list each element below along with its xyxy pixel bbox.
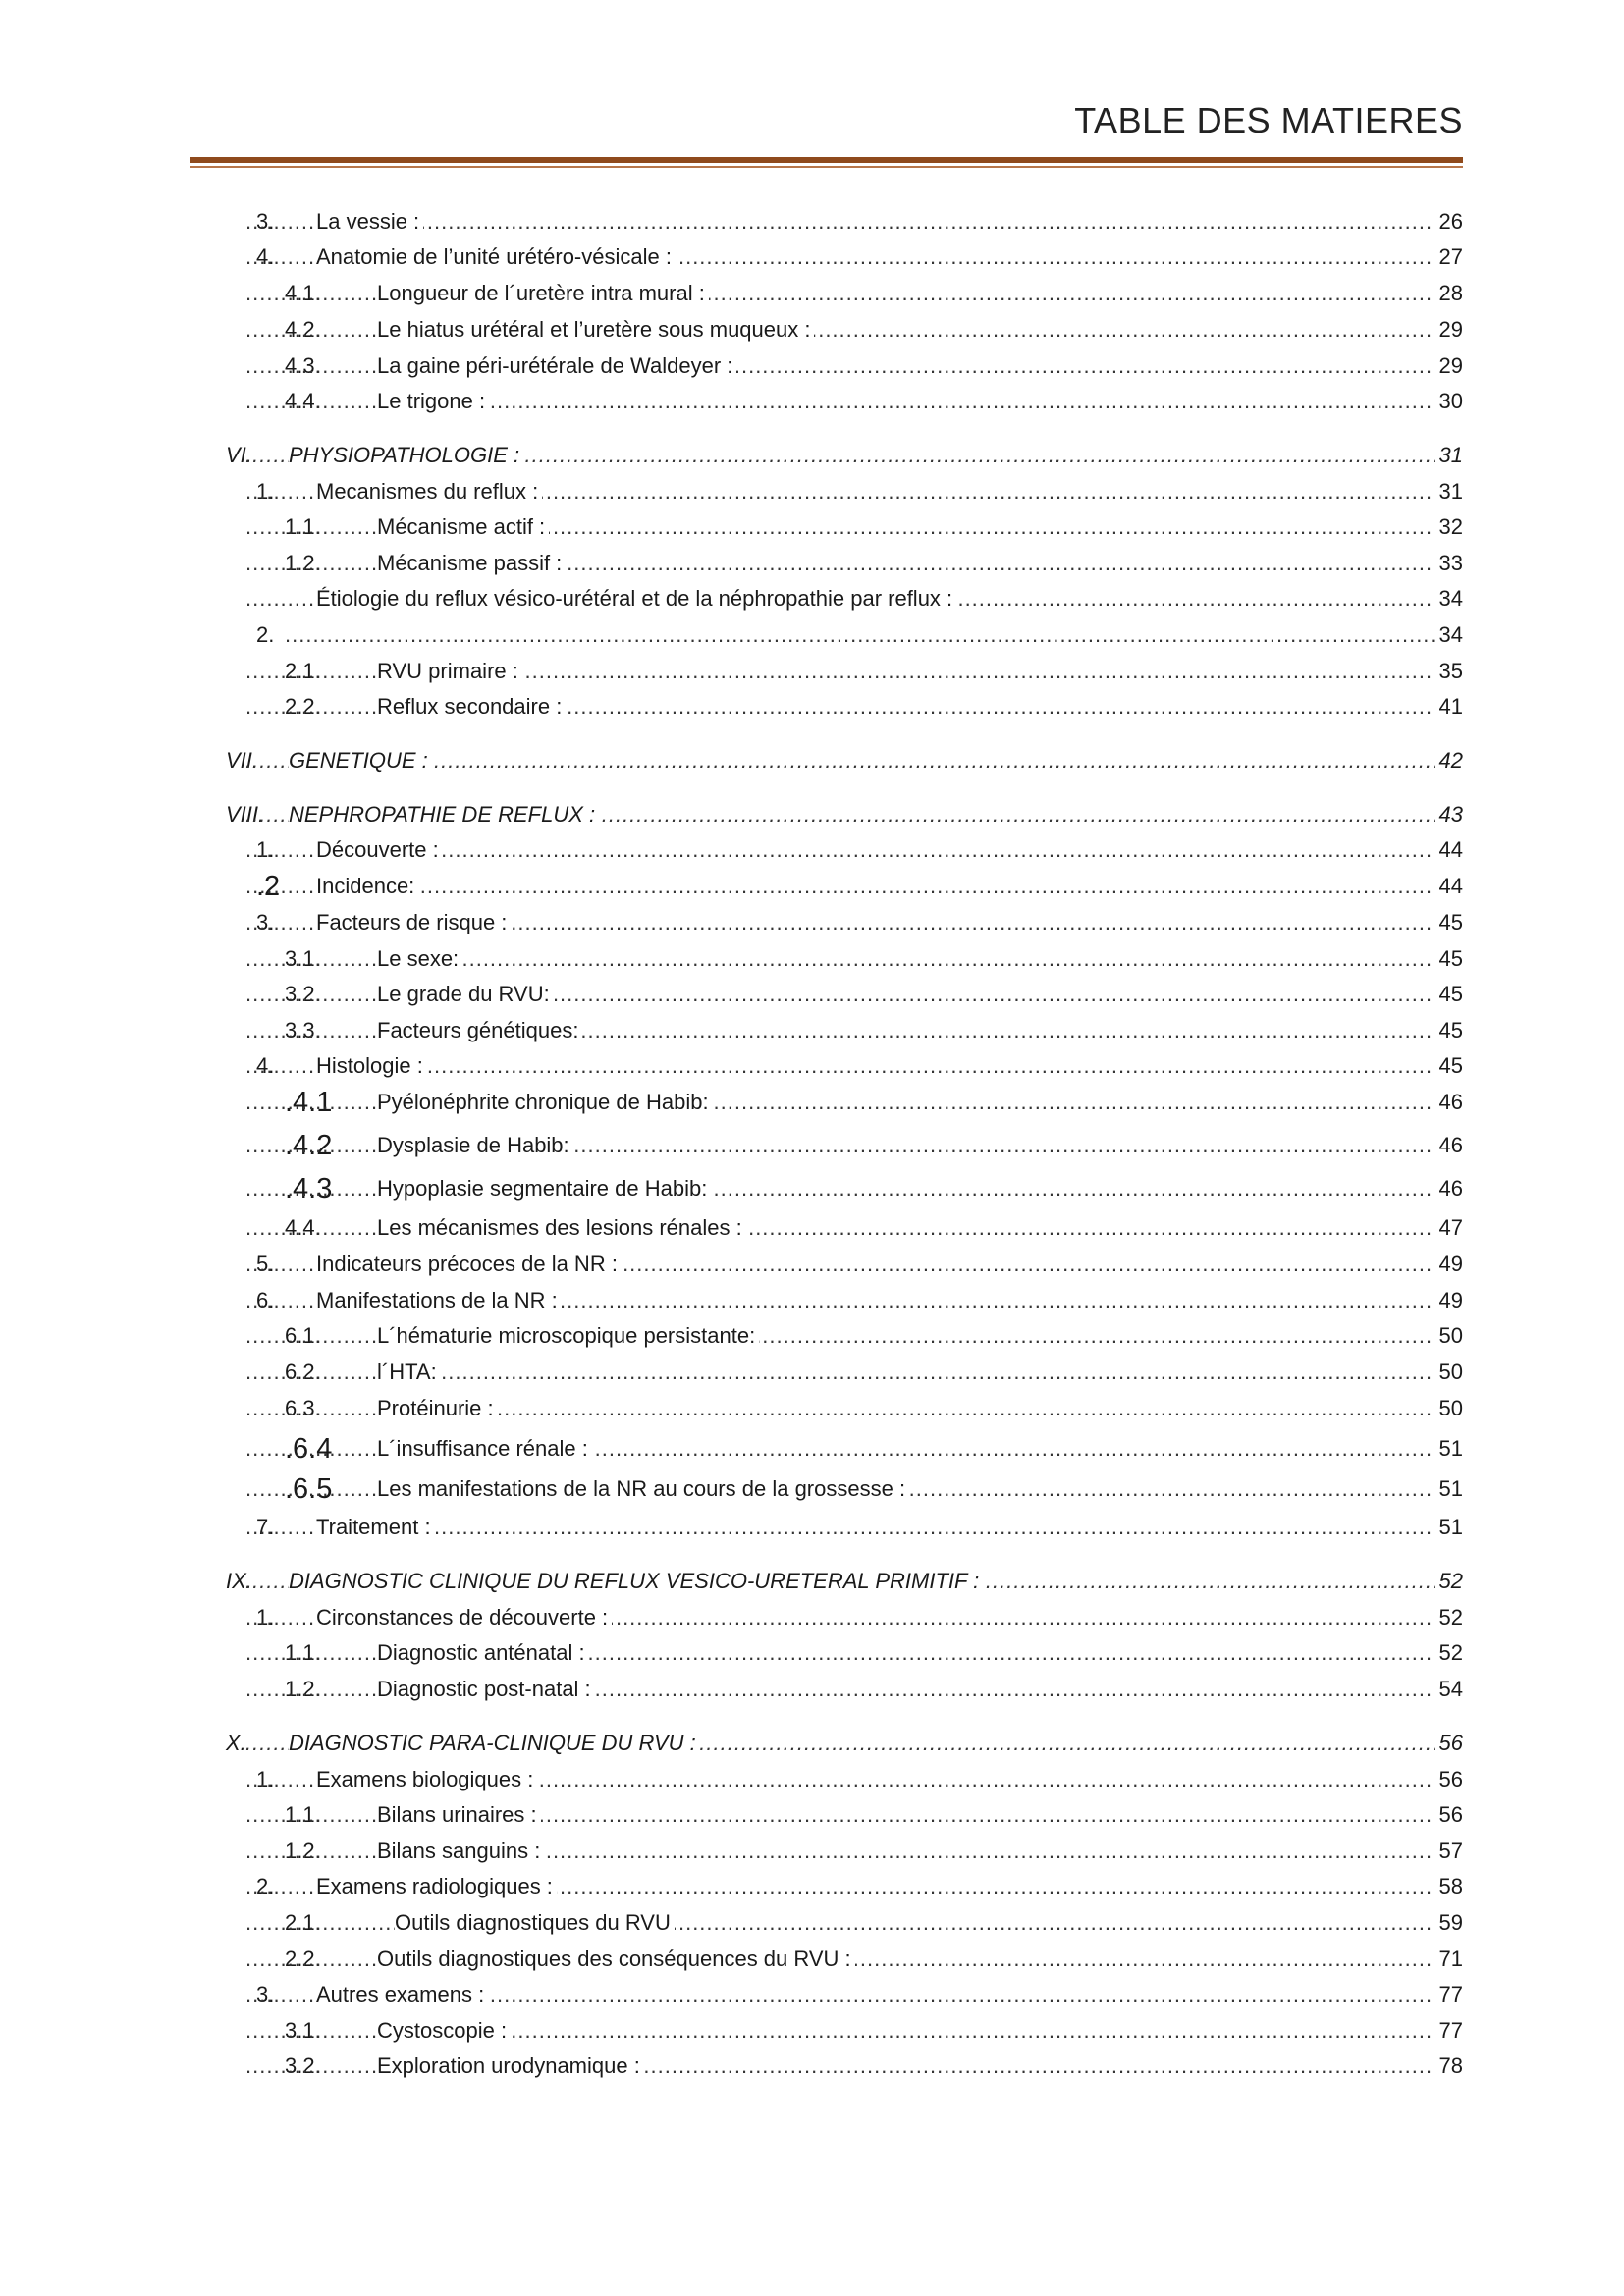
toc-entry-number: 3.: [256, 1982, 275, 2006]
toc-entry[interactable]: [0, 691, 1624, 722]
dot-leader: [245, 206, 1457, 238]
toc-page-number: 26: [1435, 206, 1463, 238]
toc-entry-title: Protéinurie :: [377, 1393, 498, 1424]
toc-entry-number: 2.: [256, 1874, 275, 1898]
toc-page-number: 77: [1435, 1979, 1463, 2010]
toc-entry[interactable]: [0, 1944, 1624, 1975]
toc-entry[interactable]: [0, 583, 1624, 614]
toc-entry-title: DIAGNOSTIC PARA-CLINIQUE DU RVU :: [289, 1728, 700, 1759]
toc-entry-title: Bilans sanguins :: [377, 1836, 544, 1867]
toc-page-number: 42: [1435, 745, 1463, 776]
toc-entry-title: Manifestations de la NR :: [316, 1285, 562, 1316]
toc-entry-title: NEPHROPATHIE DE REFLUX :: [289, 799, 599, 830]
toc-entry[interactable]: [0, 1764, 1624, 1795]
dot-leader: [285, 619, 1457, 651]
toc-entry-number: 3.2.: [285, 982, 321, 1006]
toc-entry-number: 4.: [256, 1053, 275, 1078]
toc-page-number: 47: [1435, 1212, 1463, 1244]
toc-page-number: 56: [1435, 1799, 1463, 1831]
toc-page-number: 31: [1435, 476, 1463, 507]
toc-entry[interactable]: [0, 2015, 1624, 2047]
toc-page-number: 45: [1435, 907, 1463, 938]
toc-entry[interactable]: [0, 1473, 1624, 1505]
toc-entry-number: 3.1.: [285, 2018, 321, 2043]
toc-entry-title: Facteurs génétiques:: [377, 1015, 582, 1046]
toc-entry-title: Découverte :: [316, 834, 443, 866]
toc-entry[interactable]: [0, 2051, 1624, 2082]
toc-entry-number: 3.1.: [285, 946, 321, 971]
toc-entry-title: L´hématurie microscopique persistante:: [377, 1320, 759, 1352]
toc-entry-number: .4.1: [285, 1087, 333, 1118]
toc-page-number: 52: [1435, 1602, 1463, 1633]
toc-entry-title: Pyélonéphrite chronique de Habib:: [377, 1087, 713, 1118]
toc-entry[interactable]: [0, 1799, 1624, 1831]
toc-page-number: 44: [1435, 834, 1463, 866]
toc-entry-title: Outils diagnostiques du RVU: [395, 1907, 675, 1939]
toc-entry[interactable]: [0, 1836, 1624, 1867]
toc-entry-title: Mécanisme actif :: [377, 511, 549, 543]
toc-entry-number: 7.: [256, 1515, 275, 1539]
toc-entry[interactable]: [0, 907, 1624, 938]
toc-page-number: 43: [1435, 799, 1463, 830]
toc-entry[interactable]: [0, 1907, 1624, 1939]
toc-page-number: 45: [1435, 1050, 1463, 1082]
toc-page-number: 52: [1435, 1637, 1463, 1669]
toc-entry-number: 5.: [256, 1252, 275, 1276]
toc-entry-title: Traitement :: [316, 1512, 435, 1543]
toc-entry-title: Anatomie de l’unité urétéro-vésicale :: [316, 241, 676, 273]
toc-page-number: 46: [1435, 1130, 1463, 1161]
dot-leader: [245, 1050, 1457, 1082]
toc-page-number: 45: [1435, 943, 1463, 975]
toc-entry-title: Incidence:: [316, 871, 418, 902]
toc-entry-number: 3.2.: [285, 2054, 321, 2078]
toc-entry-number: .6.5: [285, 1473, 333, 1505]
toc-entry-number: 6.2.: [285, 1360, 321, 1384]
toc-entry-number: 1.: [256, 1767, 275, 1791]
toc-entry-number: .6.4: [285, 1433, 333, 1465]
toc-entry-number: 1.: [256, 837, 275, 862]
toc-entry[interactable]: [0, 1979, 1624, 2010]
toc-page-number: 29: [1435, 350, 1463, 382]
toc-entry-title: Exploration urodynamique :: [377, 2051, 644, 2082]
toc-entry-number: 4.3.: [285, 353, 321, 378]
toc-entry-number: 3.: [256, 910, 275, 934]
toc-entry-number: 4.4.: [285, 389, 321, 413]
toc-page-number: 46: [1435, 1173, 1463, 1204]
toc-entry-number: 1.1.: [285, 1640, 321, 1665]
toc-entry-title: Le sexe:: [377, 943, 462, 975]
toc-entry[interactable]: [0, 548, 1624, 579]
toc-page-number: 45: [1435, 979, 1463, 1010]
toc-entry-title: Reflux secondaire :: [377, 691, 566, 722]
toc-entry-title: Examens biologiques :: [316, 1764, 537, 1795]
toc-entry[interactable]: [0, 206, 1624, 238]
toc-entry-number: X.: [226, 1731, 246, 1755]
toc-entry[interactable]: [0, 1087, 1624, 1118]
toc-entry-number: VII.: [226, 748, 259, 773]
toc-page-number: 54: [1435, 1674, 1463, 1705]
toc-entry-number: .4.3: [285, 1173, 333, 1204]
toc-entry-number: 1.2.: [285, 1839, 321, 1863]
toc-page-number: 51: [1435, 1433, 1463, 1465]
toc-entry-title: GENETIQUE :: [289, 745, 432, 776]
toc-entry-title: Le grade du RVU:: [377, 979, 554, 1010]
toc-page-number: 51: [1435, 1473, 1463, 1505]
toc-entry-title: Le hiatus urétéral et l’uretère sous muqueux :: [377, 314, 814, 346]
toc-entry-title: Hypoplasie segmentaire de Habib:: [377, 1173, 711, 1204]
toc-entry-title: Étiologie du reflux vésico-urétéral et de la néphropathie par reflux :: [316, 583, 956, 614]
toc-page-number: 52: [1435, 1566, 1463, 1597]
toc-page-number: 28: [1435, 278, 1463, 309]
toc-page-number: 46: [1435, 1087, 1463, 1118]
toc-entry-title: Autres examens :: [316, 1979, 488, 2010]
toc-entry-number: VIII.: [226, 802, 265, 827]
toc-entry-title: Les mécanismes des lesions rénales :: [377, 1212, 746, 1244]
toc-entry[interactable]: [0, 1050, 1624, 1082]
toc-entry[interactable]: [0, 1602, 1624, 1633]
toc-entry-title: La gaine péri-urétérale de Waldeyer :: [377, 350, 736, 382]
toc-entry-title: Circonstances de découverte :: [316, 1602, 612, 1633]
toc-entry[interactable]: [0, 476, 1624, 507]
toc-entry[interactable]: [0, 241, 1624, 273]
toc-entry-number: 4.2.: [285, 317, 321, 342]
toc-page-number: 35: [1435, 656, 1463, 687]
toc-entry-number: 1.1.: [285, 1802, 321, 1827]
toc-entry-number: 6.: [256, 1288, 275, 1312]
toc-page-number: 50: [1435, 1320, 1463, 1352]
toc-entry-number: VI.: [226, 443, 252, 467]
toc-entry-title: Longueur de l´uretère intra mural :: [377, 278, 709, 309]
toc-entry[interactable]: [0, 278, 1624, 309]
toc-entry-number: 1.1.: [285, 514, 321, 539]
toc-entry-number: 2.1.: [285, 659, 321, 683]
toc-entry-title: Indicateurs précoces de la NR :: [316, 1249, 622, 1280]
toc-entry[interactable]: [0, 1285, 1624, 1316]
toc-page-number: 77: [1435, 2015, 1463, 2047]
toc-entry-title: Cystoscopie :: [377, 2015, 511, 2047]
toc-entry[interactable]: [0, 1320, 1624, 1352]
toc-entry-title: L´insuffisance rénale :: [377, 1433, 592, 1465]
dot-leader: [245, 871, 1457, 902]
toc-page-number: 78: [1435, 2051, 1463, 2082]
toc-page-number: 32: [1435, 511, 1463, 543]
toc-page-number: 49: [1435, 1285, 1463, 1316]
toc-page-number: 27: [1435, 241, 1463, 273]
toc-section-entry[interactable]: [0, 1566, 1624, 1597]
toc-section-entry[interactable]: [0, 1728, 1624, 1759]
toc-entry-title: Diagnostic post-natal :: [377, 1674, 595, 1705]
toc-entry[interactable]: [0, 314, 1624, 346]
toc-entry-number: .2: [256, 871, 281, 902]
toc-page-number: 56: [1435, 1764, 1463, 1795]
toc-page-number: 58: [1435, 1871, 1463, 1902]
toc-entry-number: 4.: [256, 244, 275, 269]
toc-section-entry[interactable]: [0, 799, 1624, 830]
toc-entry-title: Facteurs de risque :: [316, 907, 511, 938]
toc-entry[interactable]: [0, 1393, 1624, 1424]
toc-entry-number: 1.: [256, 1605, 275, 1629]
toc-entry[interactable]: [0, 834, 1624, 866]
toc-page-number: 44: [1435, 871, 1463, 902]
toc-entry-title: PHYSIOPATHOLOGIE :: [289, 440, 523, 471]
toc-entry[interactable]: [0, 1637, 1624, 1669]
toc-entry[interactable]: [0, 1015, 1624, 1046]
toc-entry[interactable]: [0, 1674, 1624, 1705]
toc-entry[interactable]: [0, 1357, 1624, 1388]
toc-entry[interactable]: [0, 1130, 1624, 1161]
toc-entry-number: IX.: [226, 1569, 252, 1593]
toc-page-number: 41: [1435, 691, 1463, 722]
toc-entry[interactable]: [0, 1512, 1624, 1543]
toc-page-number: 56: [1435, 1728, 1463, 1759]
toc-entry-number: 3.3.: [285, 1018, 321, 1042]
toc-entry[interactable]: [0, 656, 1624, 687]
toc-section-entry[interactable]: [0, 440, 1624, 471]
toc-entry-title: RVU primaire :: [377, 656, 522, 687]
toc-entry-number: 2.2.: [285, 694, 321, 719]
toc-page-number: 31: [1435, 440, 1463, 471]
toc-page-number: 51: [1435, 1512, 1463, 1543]
toc-entry-number: 2.2.: [285, 1947, 321, 1971]
toc-page-number: 34: [1435, 619, 1463, 651]
toc-page-number: 50: [1435, 1393, 1463, 1424]
toc-entry-number: 6.3.: [285, 1396, 321, 1420]
toc-entry-number: 2.: [256, 622, 275, 647]
toc-entry-title: Bilans urinaires :: [377, 1799, 541, 1831]
toc-page-number: 45: [1435, 1015, 1463, 1046]
toc-entry-title: Examens radiologiques :: [316, 1871, 557, 1902]
toc-entry-number: 4.1.: [285, 281, 321, 305]
toc-entry[interactable]: [0, 1249, 1624, 1280]
toc-page-number: 30: [1435, 386, 1463, 417]
toc-section-entry[interactable]: [0, 745, 1624, 776]
toc-entry-title: Mecanismes du reflux :: [316, 476, 542, 507]
toc-entry-number: 1.2.: [285, 551, 321, 575]
toc-entry-number: .4.2: [285, 1130, 333, 1161]
toc-entry-title: Mécanisme passif :: [377, 548, 566, 579]
toc-page-number: 33: [1435, 548, 1463, 579]
toc-entry[interactable]: [0, 943, 1624, 975]
toc-page-number: 57: [1435, 1836, 1463, 1867]
toc-entry[interactable]: [0, 386, 1624, 417]
toc-page-number: 34: [1435, 583, 1463, 614]
toc-entry[interactable]: [0, 511, 1624, 543]
toc-page-number: 59: [1435, 1907, 1463, 1939]
toc-entry-title: Outils diagnostiques des conséquences du RVU :: [377, 1944, 855, 1975]
toc-entry-number: 2.1.: [285, 1910, 321, 1935]
toc-entry-title: l´HTA:: [377, 1357, 441, 1388]
toc-entry-number: 1.2.: [285, 1677, 321, 1701]
toc-page-number: 49: [1435, 1249, 1463, 1280]
toc-entry-title: Le trigone :: [377, 386, 489, 417]
toc-entry-title: Les manifestations de la NR au cours de la grossesse :: [377, 1473, 909, 1505]
toc-page-number: 71: [1435, 1944, 1463, 1975]
toc-entry-title: Dysplasie de Habib:: [377, 1130, 573, 1161]
toc-page-number: 29: [1435, 314, 1463, 346]
toc-page-number: 50: [1435, 1357, 1463, 1388]
toc-entry[interactable]: [0, 1871, 1624, 1902]
page-header-title: TABLE DES MATIERES: [1074, 100, 1463, 140]
toc-entry[interactable]: [0, 1173, 1624, 1204]
toc-entry[interactable]: [0, 1433, 1624, 1465]
toc-entry[interactable]: [0, 1212, 1624, 1244]
toc-entry-title: DIAGNOSTIC CLINIQUE DU REFLUX VESICO-URETERAL PRIMITIF :: [289, 1566, 983, 1597]
toc-entry[interactable]: [0, 871, 1624, 902]
toc-entry-number: 4.4.: [285, 1215, 321, 1240]
toc-entry-title: Histologie :: [316, 1050, 427, 1082]
toc-entry-number: 6.1.: [285, 1323, 321, 1348]
toc-entry[interactable]: [0, 350, 1624, 382]
toc-entry-title: La vessie :: [316, 206, 423, 238]
toc-entry-title: Diagnostic anténatal :: [377, 1637, 589, 1669]
toc-entry[interactable]: [0, 619, 1624, 651]
toc-entry[interactable]: [0, 979, 1624, 1010]
toc-entry-number: 1.: [256, 479, 275, 504]
toc-entry-number: 3.: [256, 209, 275, 234]
